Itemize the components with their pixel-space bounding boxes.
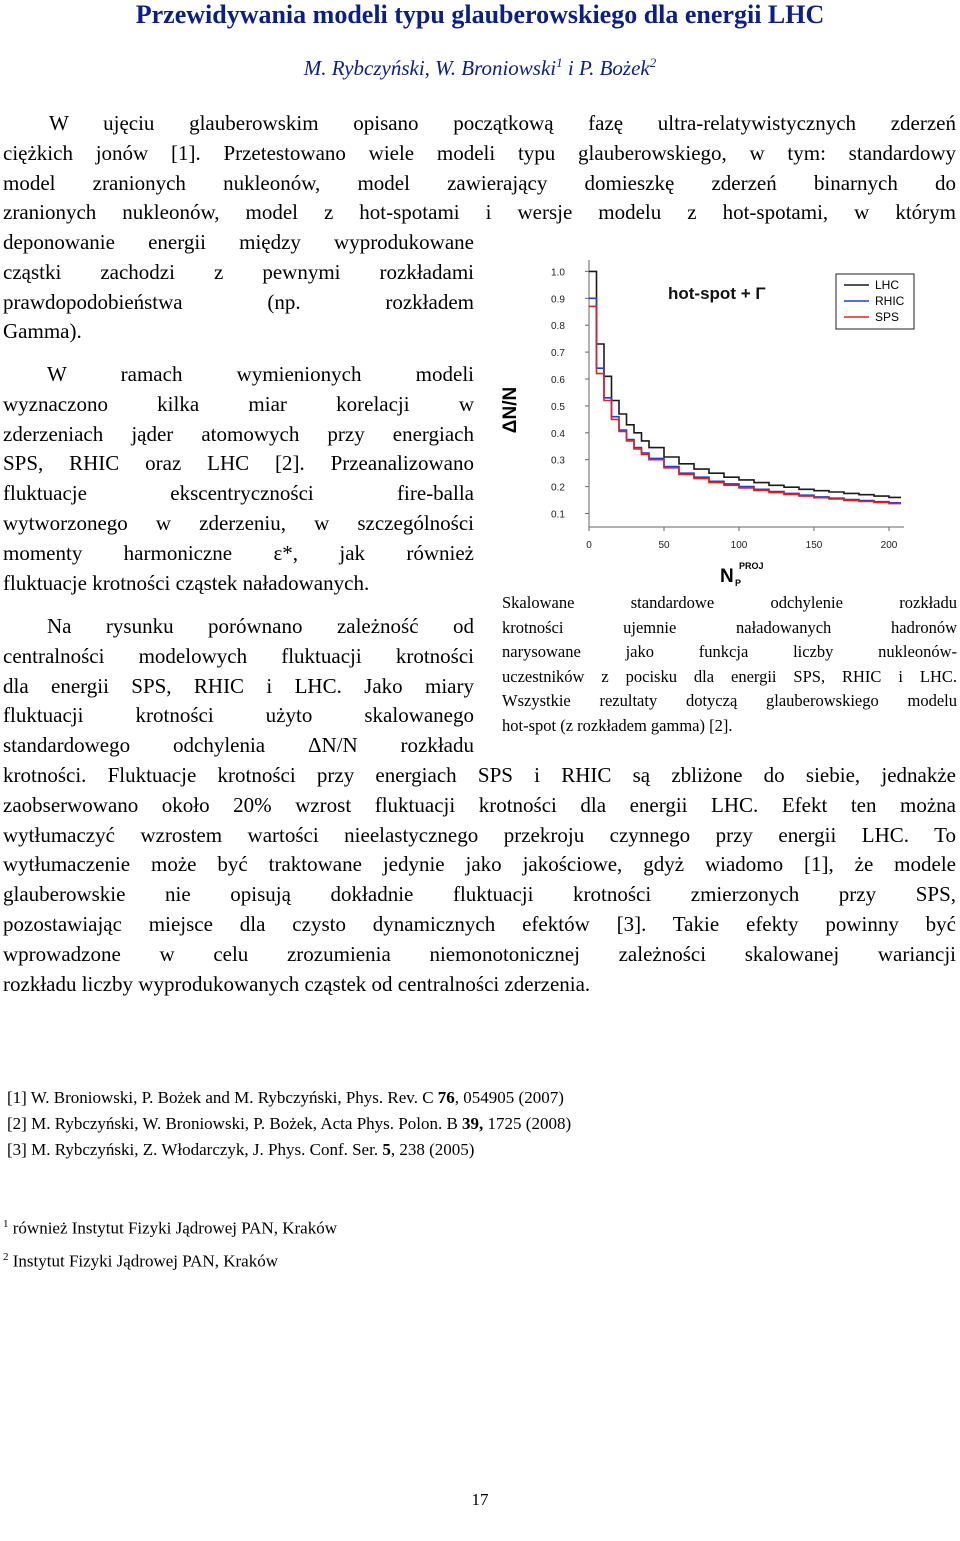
y-tick-label: 0.5 [551, 401, 565, 413]
figure-caption [502, 591, 957, 738]
xlabel-main: N [720, 566, 734, 587]
chart-xlabel [720, 561, 764, 588]
text-line: zaobserwowano około 20% wzrost fluktuacji krotności dla energii LHC. Efekt ten można [3, 792, 956, 817]
text-line: W ramach wymienionych modeli [47, 362, 474, 386]
text-line: zranionych nukleonów, model z hot-spotami i wersje modelu z hot-spotami, w którym [3, 200, 956, 225]
series-line-sps [589, 306, 901, 503]
reference-rest: , 238 (2005) [390, 1140, 475, 1159]
authors-part-1: M. Rybczyński, W. Broniowski [303, 56, 557, 80]
legend-label-lhc: LHC [875, 278, 900, 292]
reference-rest: 1725 (2008) [483, 1114, 572, 1133]
chart-ylabel: ΔN/N [500, 386, 521, 434]
text-line: wytworzonego w zderzeniu, w szczególności [3, 510, 474, 535]
x-tick-label: 200 [880, 540, 898, 551]
caption-line: Wszystkie rezultaty dotyczą glauberowskiego modelu [502, 691, 957, 710]
paragraph-1-narrow [3, 228, 474, 347]
reference-text: [2] M. Rybczyński, W. Broniowski, P. Bożek, Acta Phys. Polon. B [7, 1114, 463, 1133]
x-tick-label: 50 [658, 540, 670, 551]
caption-line: Skalowane standardowe odchylenie rozkładu [502, 593, 957, 612]
paragraph-2 [3, 360, 474, 598]
text-line: pozostawiając miejsce dla czysto dynamicznych efektów [3]. Takie efekty powinny być [3, 911, 956, 936]
footnote-text: Instytut Fizyki Jądrowej PAN, Kraków [8, 1251, 278, 1271]
author-line [0, 55, 960, 81]
page-number: 17 [471, 1490, 489, 1509]
text-line: centralności modelowych fluktuacji krotności [3, 643, 474, 668]
y-tick-label: 0.7 [551, 348, 565, 360]
x-tick-label: 0 [586, 540, 592, 551]
text-line: deponowanie energii między wyprodukowane [3, 230, 474, 254]
chart-legend [836, 274, 914, 329]
references [7, 1085, 571, 1163]
paragraph-1-wide [3, 109, 956, 228]
caption-line: hot-spot (z rozkładem gamma) [2]. [502, 715, 733, 735]
footnotes [3, 1210, 337, 1275]
reference-item [7, 1111, 571, 1137]
y-tick-label: 1.0 [551, 267, 565, 279]
text-line: W ujęciu glauberowskim opisano początkową fazę ultra-relatywistycznych zderzeń [49, 111, 956, 135]
paragraph-3-wide [3, 761, 956, 999]
text-line: ciężkich jonów [1]. Przetestowano wiele modeli typu glauberowskiego, w tym: standardowy [3, 140, 956, 165]
caption-line: uczestników z pocisku dla energii SPS, RHIC i LHC. [502, 666, 957, 686]
legend-label-rhic: RHIC [875, 294, 905, 308]
reference-volume: 39, [462, 1114, 484, 1133]
chart-title: hot-spot + Γ [668, 284, 766, 303]
text-line: rozkładu liczby wyprodukowanych cząstek od centralności zderzenia. [3, 971, 591, 996]
text-line: dla energii SPS, RHIC i LHC. Jako miary [3, 673, 474, 698]
xlabel-sub: P [735, 578, 742, 588]
fluctuation-chart [494, 252, 960, 592]
x-tick-label: 150 [805, 540, 823, 551]
y-tick-label: 0.2 [551, 482, 565, 494]
caption-line: narysowane jako funkcja liczby nukleonów- [502, 642, 957, 661]
text-line: wyznaczono kilka miar korelacji w [3, 391, 474, 416]
text-line: wprowadzone w celu zrozumienia niemonotonicznej zależności skalowanej wariancji [3, 941, 956, 966]
text-line: krotności. Fluktuacje krotności przy energiach SPS i RHIC są zbliżone do siebie, jednakże [3, 763, 956, 787]
reference-volume: 76 [437, 1088, 455, 1107]
y-tick-label: 0.9 [551, 294, 565, 306]
text-line: fluktuacje ekscentryczności fire-balla [3, 481, 474, 506]
xlabel-sup: PROJ [739, 561, 764, 571]
y-tick-label: 0.4 [551, 428, 565, 440]
text-line: wytłumaczyć wzrostem wartości nieelastycznego przekroju czynnego przy energii LHC. To [3, 822, 956, 847]
footnote-item [3, 1243, 337, 1276]
paper-title: Przewidywania modeli typu glauberowskiego dla energii LHC [135, 0, 825, 29]
reference-item [7, 1085, 571, 1111]
y-tick-label: 0.1 [551, 509, 565, 521]
reference-text: [3] M. Rybczyński, Z. Włodarczyk, J. Phys. Conf. Ser. [7, 1140, 383, 1159]
text-line: prawdopodobieństwa (np. rozkładem [3, 289, 474, 314]
text-line: standardowego odchylenia ΔN/N rozkładu [3, 733, 474, 758]
text-line: Na rysunku porównano zależność od [47, 614, 474, 638]
reference-rest: , 054905 (2007) [454, 1088, 564, 1107]
y-tick-label: 0.3 [551, 455, 565, 467]
text-line: Gamma). [3, 319, 82, 344]
text-line: cząstki zachodzi z pewnymi rozkładami [3, 259, 474, 284]
text-line: fluktuacje krotności cząstek naładowanych. [3, 570, 370, 595]
reference-item [7, 1137, 571, 1163]
y-tick-label: 0.8 [551, 321, 565, 333]
text-line: glauberowskie nie opisują dokładnie fluktuacji krotności zmierzonych przy SPS, [3, 882, 956, 907]
footnote-mark: 2 [3, 1250, 9, 1263]
y-tick-label: 0.6 [551, 375, 565, 387]
text-line: wytłumaczenie może być traktowane jedynie jako jakościowe, gdyż wiadomo [1], że modele [3, 852, 956, 877]
reference-volume: 5 [382, 1140, 391, 1159]
text-line: momenty harmoniczne ε*, jak również [3, 540, 474, 565]
reference-text: [1] W. Broniowski, P. Bożek and M. Rybczyński, Phys. Rev. C [7, 1088, 438, 1107]
caption-line: krotności ujemnie naładowanych hadronów [502, 617, 957, 637]
footnote-text: również Instytut Fizyki Jądrowej PAN, Kraków [8, 1218, 337, 1238]
footnote-item [3, 1210, 337, 1243]
text-line: fluktuacji krotności użyto skalowanego [3, 703, 474, 728]
text-line: SPS, RHIC oraz LHC [2]. Przeanalizowano [3, 451, 474, 476]
legend-label-sps: SPS [875, 310, 900, 324]
x-tick-label: 100 [730, 540, 748, 551]
text-line: zderzeniach jąder atomowych przy energiach [3, 421, 474, 446]
paragraph-3-narrow [3, 612, 474, 761]
footnote-mark: 1 [3, 1218, 9, 1230]
authors-part-2: i P. Bożek [562, 56, 650, 80]
text-line: model zranionych nukleonów, model zawierający domieszkę zderzeń binarnych do [3, 170, 956, 195]
affiliation-mark-1: 1 [556, 55, 563, 70]
affiliation-mark-2: 2 [649, 55, 657, 70]
